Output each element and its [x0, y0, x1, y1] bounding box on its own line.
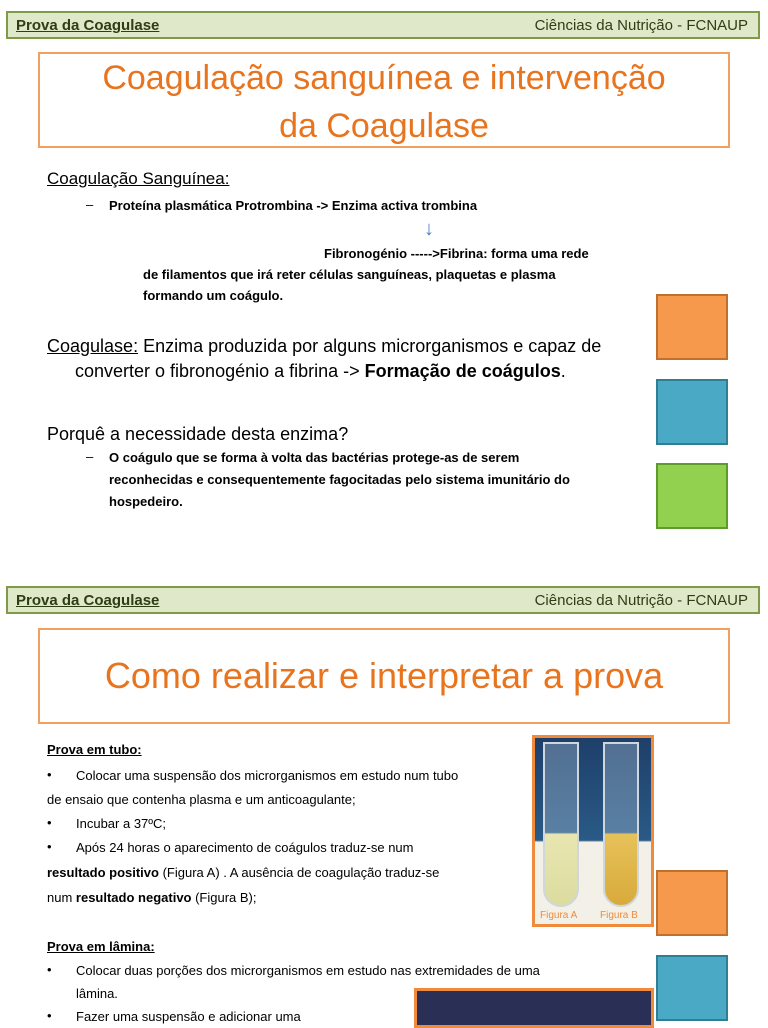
header-course: Ciências da Nutrição - FCNAUP — [534, 592, 748, 609]
bullet-icon: • — [47, 962, 52, 977]
slide1-header — [6, 11, 760, 39]
header-course: Ciências da Nutrição - FCNAUP — [534, 17, 748, 34]
answer-line-2: reconhecidas e consequentemente fagocitadas pelo sistema imunitário do — [109, 472, 570, 487]
figure-b-caption: Figura B — [600, 910, 638, 921]
tube-bullet-1-line-1: Colocar uma suspensão dos microrganismos em estudo num tubo — [76, 768, 459, 783]
coagulase-label: Coagulase: — [47, 336, 139, 356]
tube-bullet-3-line-3-start: num — [47, 890, 76, 905]
blue-square — [656, 955, 728, 1021]
coagulase-bold-result: Formação de coágulos — [364, 361, 561, 381]
bullet-icon: • — [47, 839, 52, 854]
header-title: Prova da Coagulase — [16, 592, 160, 609]
slide2-header — [6, 586, 760, 614]
coagulase-paragraph-line-2 — [75, 361, 566, 382]
fibrina-line-2: de filamentos que irá reter células sanguíneas, plaquetas e plasma — [143, 267, 556, 282]
answer-line-3: hospedeiro. — [109, 494, 183, 509]
slide-test-photo — [414, 988, 654, 1028]
slide-bullet-1-line-2: lâmina. — [76, 986, 118, 1001]
coagulase-text-2: converter o fibronogénio a fibrina -> — [75, 361, 365, 381]
question-heading: Porquê a necessidade desta enzima? — [47, 424, 349, 444]
bullet-icon: • — [47, 767, 52, 782]
answer-line-1: O coágulo que se forma à volta das bactérias protege-as de serem — [109, 450, 520, 465]
bullet-icon: • — [47, 815, 52, 830]
green-square — [656, 463, 728, 529]
coagulase-paragraph-line-1 — [47, 336, 601, 357]
slide1-title — [38, 52, 730, 148]
tube-b-image — [603, 742, 639, 907]
section-heading-coagulation: Coagulação Sanguínea: — [47, 169, 230, 188]
dash-marker: – — [86, 197, 94, 212]
slide2-title: Como realizar e interpretar a prova — [38, 628, 730, 724]
down-arrow-icon: ↓ — [424, 218, 434, 240]
title-line-1: Coagulação sanguínea e intervenção — [102, 59, 666, 97]
tube-bullet-3-line-2-rest: (Figura A) . A ausência de coagulação traduz-se — [158, 865, 440, 880]
tube-a-image — [543, 742, 579, 907]
slide-test-heading: Prova em lâmina: — [47, 939, 155, 954]
tube-bullet-3-line-2 — [47, 865, 439, 880]
figure-a-caption: Figura A — [540, 910, 578, 921]
slide-bullet-2: Fazer uma suspensão e adicionar uma — [76, 1009, 301, 1024]
orange-square — [656, 294, 728, 360]
orange-square — [656, 870, 728, 936]
tube-test-heading: Prova em tubo: — [47, 742, 142, 757]
tube-bullet-3-line-3-rest: (Figura B); — [191, 890, 257, 905]
fibrina-line-1: Fibronogénio ----->Fibrina: forma uma rede — [324, 246, 589, 261]
item-protrombina: Proteína plasmática Protrombina -> Enzima activa trombina — [109, 198, 478, 213]
slide-bullet-1-line-1: Colocar duas porções dos microrganismos em estudo nas extremidades de uma — [76, 963, 540, 978]
title-line-2: da Coagulase — [279, 107, 489, 145]
dash-marker: – — [86, 449, 94, 464]
positive-result-text: resultado positivo — [47, 865, 159, 880]
fibrina-line-3: formando um coágulo. — [143, 288, 284, 303]
tube-bullet-3-line-1: Após 24 horas o aparecimento de coágulos traduz-se num — [76, 840, 414, 855]
blue-square — [656, 379, 728, 445]
tube-bullet-2: Incubar a 37ºC; — [76, 816, 167, 831]
bullet-icon: • — [47, 1008, 52, 1023]
coagulase-text-1: Enzima produzida por alguns microrganismos e capaz de — [138, 336, 602, 356]
test-tubes-photo — [532, 735, 654, 927]
tube-bullet-1-line-2: de ensaio que contenha plasma e um anticoagulante; — [47, 792, 356, 807]
tube-bullet-3-line-3 — [47, 890, 257, 905]
coagulase-text-end: . — [560, 361, 566, 381]
header-title: Prova da Coagulase — [16, 17, 160, 34]
negative-result-text: resultado negativo — [75, 890, 192, 905]
